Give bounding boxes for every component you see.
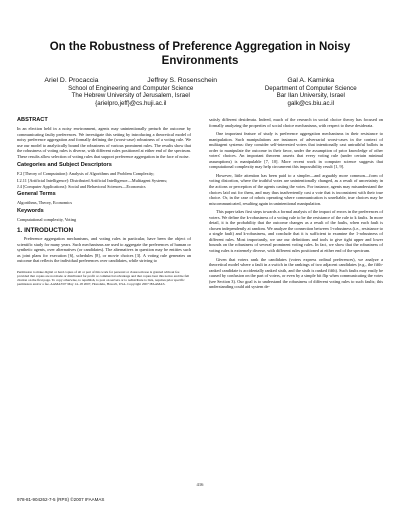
general-terms-text: Algorithms, Theory, Economics [17,199,73,205]
email-biu: galk@cs.biu.ac.il [287,99,335,107]
left-column [17,117,191,290]
affiliation-huji-school: School of Engineering and Computer Science [68,84,194,92]
copyright-footnote: Permission to make digital or hard copies of all or part of this work for personal or classroom use is granted without fee provided that copies are not made or distributed for profit or commercial advantage and that copies bear this notice and the full citation on the first page. To copy otherwise, to republish, to post on servers or to redistribute to lists, requires prior specific permission and/or a fee. AAMAS'07 May 14–18 2007, Honolulu, Hawai'i, USA. Copyright 2007 IFAAMAS. [17,269,190,287]
general-terms-heading: General Terms [17,190,56,197]
keywords-heading: Keywords [17,208,44,215]
paper-title: On the Robustness of Preference Aggregation in Noisy Environments [49,41,351,67]
body-paragraph: One important feature of study is preference aggregation mechanisms in their resistance to manipulation. Such manipulations are instances of adversarial worst-cases in the context of multiagent systems: they consider self-interested voters that intentionally cast untruthful ballots in order to manipulate the outcome in their favor, under the assumption of prior knowledge of other voters' choices. An important theorem asserts that every voting rule (under certain minimal assumptions) is manipulable [7, 10]. More recent work in computer science suggests that computational complexity may help circumvent this impossibility result [1, 9]. [209,131,383,170]
author-name-kaminka: Gal A. Kaminka [287,77,335,84]
author-left [20,77,242,107]
email-huji: {arielpro,jeff}@cs.huji.ac.il [95,99,167,107]
body-paragraph: However, little attention has been paid to a simpler—and arguably more common—form of voting distortion, where the truthful votes are unintentionally changed, as a result of uncertainty in the actions or perception of the agents casting the votes. For instance, agents may misunderstand the choices laid out for them, and may thus inadvertently cast a vote that is inconsistent with their true choice. Or, in the case of robots operating where communication is unreliable, true choices may be miscommunicated, resulting again in unintentional manipulation. [209,172,383,206]
abstract-heading: ABSTRACT [17,117,48,123]
author-right [242,77,380,107]
introduction-heading: 1. INTRODUCTION [17,227,74,235]
category-item: F.2 [Theory of Computation]: Analysis of Algorithms and Problem Complexity; [17,171,155,177]
category-item: I.2.11 [Artificial Intelligence]: Distributed Artificial Intelligence—Multiagent Systems; [17,177,168,183]
affiliation-biu-dept: Department of Computer Science [264,84,357,92]
keywords-text: Computational complexity, Voting [17,217,77,223]
category-item: J.4 [Computer Applications]: Social and Behavioral Sciences—Economics [17,184,146,190]
footer-isbn: 978-81-904262-7-5 (RPS) ©2007 IFAAMAS [17,497,105,502]
right-column [209,117,383,293]
body-paragraph: Given that voters rank the candidates (voters express ordinal preferences), we analyze a theoretical model where a fault in a switch in the rankings of two adjacent candidates (e.g., the fifth-ranked candidate is accidentally ranked sixth, and the sixth is ranked fifth). Such faults may easily be caused by confusion on the part of voters, or even by a simple bit flip when communicating the votes (see Section 3). Our goal is to understand the robustness of different voting rules to such faults; this understanding could aid system de- [209,256,383,290]
body-paragraph: satisfy different desiderata. Indeed, much of the research in social choice theory has focused on formally analyzing the properties of social choice mechanisms, with respect to these desiderata. [209,117,383,128]
page-number: 416 [196,482,204,487]
categories-heading: Categories and Subject Descriptors [17,162,112,169]
author-name-procaccia: Ariel D. Procaccia [44,77,99,84]
affiliation-huji: The Hebrew University of Jerusalem, Israel [71,92,190,100]
affiliation-biu: Bar Ilan University, Israel [276,92,345,100]
introduction-text: Preference aggregation mechanisms, and voting rules in particular, have been the object of scientific study for many years. Such mechanisms are used to aggregate the preferences of human or synthetic agents, over alternatives (or candidates). The alternatives in question may be entities such as joint plans for execution [6], schedules [8], or movie choices [3]. A voting rule generates an outcome that reflects the individual preferences over candidates, while striving to [17,236,191,264]
author-block [20,77,380,107]
abstract-text: In an election held in a noisy environment, agents may unintentionally perturb the outcome by communicating faulty preferences. We investigate this setting by introducing a theoretical model of noisy preference aggregation and formally defining the (worst-case) robustness of a voting rule. We use our model to analytically bound the robustness of various prominent rules. The results show that the robustness of voting rules is diverse, with different rules positioned at either end of the spectrum. These results allow selection of voting rules that support preference aggregation in the face of noise. [17,126,191,159]
body-paragraph: This paper takes first steps towards a formal analysis of the impact of errors in the preferences of voters. We define the k-robustness of a voting rule to be the resistance of the rule to k faults. In more detail, it is the probability that the outcome changes as a result of the faults, when each fault is chosen independently at random. We analyze the connection between 1-robustness (i.e., resistance to a single fault) and k-robustness, and conclude that it is sufficient to examine the 1-robustness of different rules. Most importantly, we use our definitions and tools to give tight upper and lower bounds on the robustness of several prominent voting rules. In fact, we show that the robustness of voting rules is extremely diverse, with different rules positioned at either end of the spectrum. [209,209,383,254]
author-name-rosenschein: Jeffrey S. Rosenschein [147,77,218,84]
